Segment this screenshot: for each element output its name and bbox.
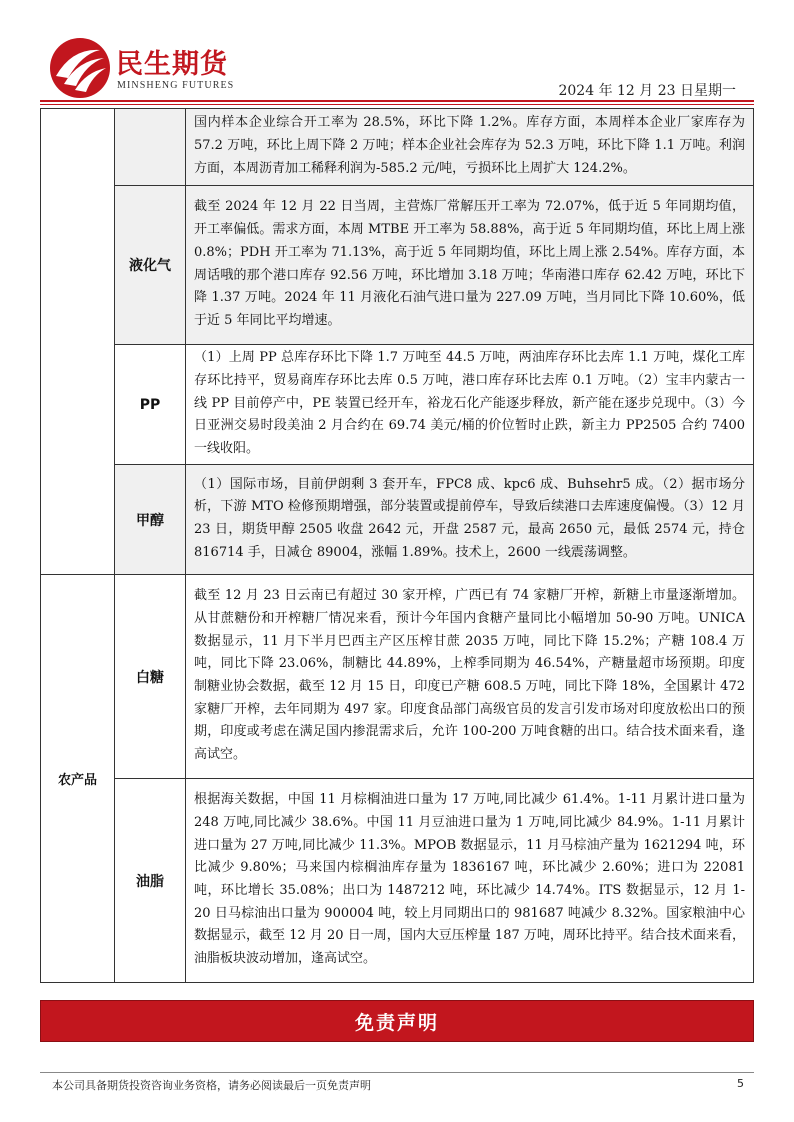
report-date: 2024 年 12 月 23 日星期一 bbox=[558, 83, 736, 99]
content-cell: （1）国际市场，目前伊朗剩 3 套开车，FPC8 成、kpc6 成、Buhsehr5 成。（2）据市场分析，下游 MTO 检修预期增强，部分装置或提前停车，导致后续港口去库速度偏慢。（3）12 月 23 日，期货甲醇 2505 收盘 2642 元，开盘 2587 元，最高 2650 元，最低 2574 元，持仓 816714 手，日减仓 89004，涨幅 1.89%。技术上，2600 一线震荡调整。 bbox=[186, 465, 754, 575]
header-rule-thin bbox=[40, 104, 754, 105]
item-cell-oils: 油脂 bbox=[115, 779, 186, 983]
commodity-table bbox=[40, 108, 754, 983]
item-cell-asphalt bbox=[115, 109, 186, 186]
content-cell: 截至 2024 年 12 月 22 日当周，主营炼厂常解压开工率为 72.07%，低于近 5 年同期均值，开工率偏低。需求方面，本周 MTBE 开工率为 58.88%，高于近 5 年同期均值，环比上周上涨 0.8%；PDH 开工率为 71.13%，高于近 5 年同期均值，环比上周上涨 2.54%。库存方面，本周话哦的那个港口库存 92.56 万吨，环比增加 3.18 万吨；华南港口库存 62.42 万吨，环比下降 1.37 万吨。2024 年 11 月液化石油气进口量为 227.09 万吨，当月同比下降 10.60%，低于近 5 年同比平均增速。 bbox=[186, 186, 754, 345]
content-cell: （1）上周 PP 总库存环比下降 1.7 万吨至 44.5 万吨，两油库存环比去库 1.1 万吨，煤化工库存环比持平，贸易商库存环比去库 0.5 万吨，港口库存环比去库 0.1 万吨。（2）宝丰内蒙古一线 PP 目前停产中，PE 装置已经开车，裕龙石化产能逐步释放，新产能在逐步兑现中。（3）今日亚洲交易时段美油 2 月合约在 69.74 美元/桶的价位暂时止跌，新主力 PP2505 合约 7400 一线收阳。 bbox=[186, 345, 754, 465]
page-header bbox=[0, 0, 794, 110]
table-row bbox=[41, 575, 754, 779]
item-cell-methanol: 甲醇 bbox=[115, 465, 186, 575]
disclaimer-banner bbox=[40, 1000, 754, 1042]
item-cell-pp: PP bbox=[115, 345, 186, 465]
item-cell-sugar: 白糖 bbox=[115, 575, 186, 779]
company-name-cn: 民生期货 bbox=[116, 49, 228, 80]
header-rule bbox=[40, 100, 754, 102]
page-number: 5 bbox=[737, 1077, 744, 1090]
footer-note: 本公司具备期货投资咨询业务资格，请务必阅读最后一页免责声明 bbox=[52, 1079, 371, 1092]
table-row bbox=[41, 109, 754, 186]
sector-cell-energy bbox=[41, 109, 115, 575]
footer-rule bbox=[40, 1072, 754, 1073]
disclaimer-title: 免责声明 bbox=[354, 1011, 439, 1034]
content-cell: 国内样本企业综合开工率为 28.5%，环比下降 1.2%。库存方面，本周样本企业厂家库存为 57.2 万吨，环比上周下降 2 万吨；样本企业社会库存为 52.3 万吨，环比下降 1.1 万吨。利润方面，本周沥青加工稀释利润为-585.2 元/吨，亏损环比上周扩大 124.2%。 bbox=[186, 109, 754, 186]
sector-cell-agri: 农产品 bbox=[41, 575, 115, 983]
content-cell: 截至 12 月 23 日云南已有超过 30 家开榨，广西已有 74 家糖厂开榨，新糖上市量逐渐增加。从甘蔗糖份和开榨糖厂情况来看，预计今年国内食糖产量同比小幅增加 50-90 万吨。UNICA 数据显示，11 月下半月巴西主产区压榨甘蔗 2035 万吨，同比下降 15.2%；产糖 108.4 万吨，同比下降 23.06%，制糖比 44.89%，上榨季同期为 46.54%，产糖量超市场预期。印度制糖业协会数据，截至 12 月 15 日，印度已产糖 608.5 万吨，同比下降 18%，全国累计 472 家糖厂开榨，去年同期为 497 家。印度食品部门高级官员的发言引发市场对印度放松出口的预期，印度或考虑在满足国内掺混需求后，允许 100-200 万吨食糖的出口。结合技术面来看，逢高试空。 bbox=[186, 575, 754, 779]
table-row bbox=[41, 779, 754, 983]
table-row bbox=[41, 465, 754, 575]
table-row bbox=[41, 345, 754, 465]
table-row bbox=[41, 186, 754, 345]
minsheng-logo-icon bbox=[48, 36, 112, 100]
company-name-en: MINSHENG FUTURES bbox=[117, 80, 235, 91]
content-cell: 根据海关数据，中国 11 月棕榈油进口量为 17 万吨,同比减少 61.4%。1-11 月累计进口量为 248 万吨,同比减少 38.6%。中国 11 月豆油进口量为 1 万吨,同比减少 84.9%。1-11 月累计进口量为 27 万吨,同比减少 11.3%。MPOB 数据显示，11 月马棕油产量为 1621294 吨，环比减少 9.80%；马来国内棕榈油库存量为 1836167 吨，环比减少 2.60%；进口为 22081 吨，环比增长 35.08%；出口为 1487212 吨，环比减少 14.74%。ITS 数据显示，12 月 1-20 日马棕油出口量为 900004 吨，较上月同期出口的 981687 吨减少 8.32%。国家粮油中心数据显示，截至 12 月 20 日一周，国内大豆压榨量 187 万吨，周环比持平。结合技术面来看，油脂板块波动增加，逢高试空。 bbox=[186, 779, 754, 983]
item-cell-lpg: 液化气 bbox=[115, 186, 186, 345]
